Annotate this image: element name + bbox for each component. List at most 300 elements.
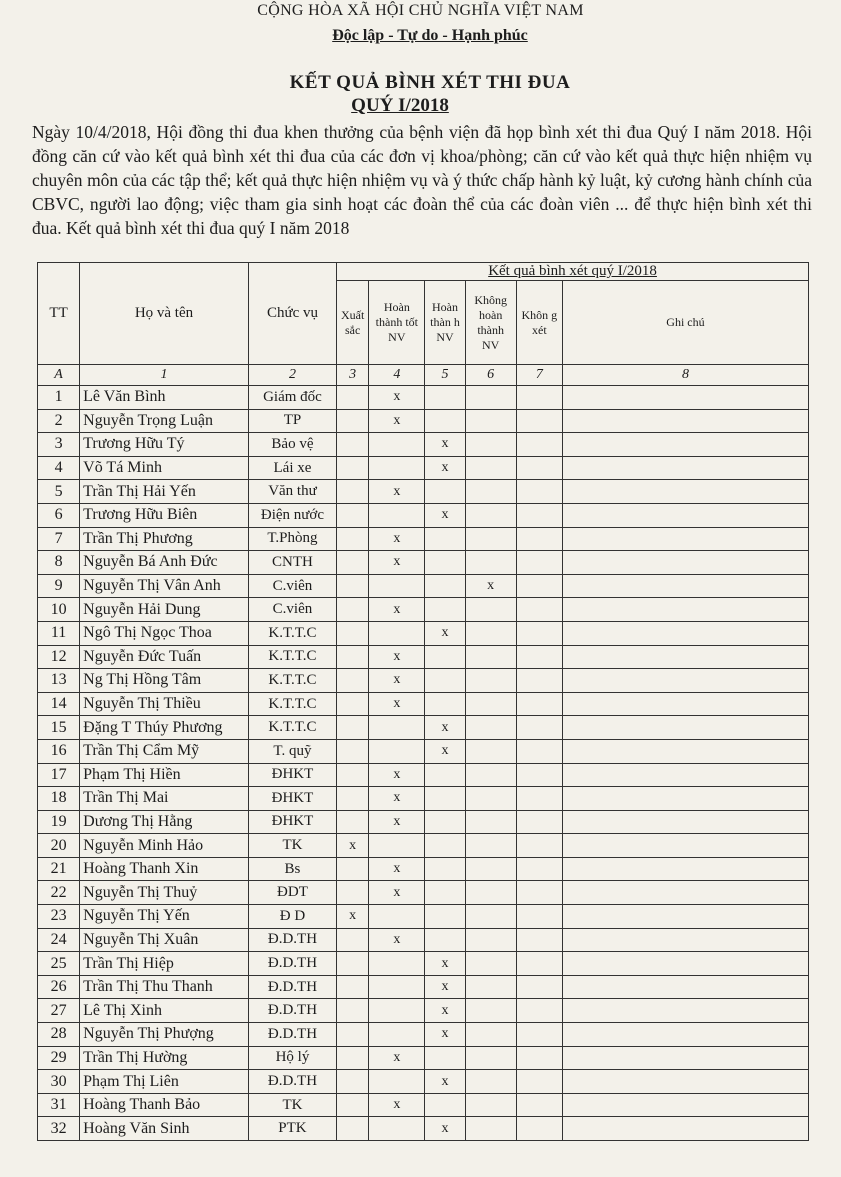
mark-not-rated [516, 1117, 562, 1141]
header-not-rated: Khôn g xét [516, 281, 562, 365]
mark-good [369, 503, 425, 527]
position: Đ.D.TH [248, 999, 336, 1023]
person-name: Nguyễn Bá Anh Đức [80, 551, 249, 575]
mark-not-rated [516, 857, 562, 881]
note-cell [562, 1093, 808, 1117]
note-cell [562, 1117, 808, 1141]
position: Bảo vệ [248, 433, 336, 457]
position: T.Phòng [248, 527, 336, 551]
note-cell [562, 810, 808, 834]
mark-incomplete [465, 503, 516, 527]
note-cell [562, 527, 808, 551]
mark-complete: x [425, 1117, 465, 1141]
mark-good: x [369, 409, 425, 433]
mark-complete [425, 905, 465, 929]
mark-not-rated [516, 386, 562, 410]
mark-incomplete [465, 763, 516, 787]
mark-complete [425, 1046, 465, 1070]
mark-excellent [337, 574, 369, 598]
table-row [38, 669, 809, 693]
person-name: Trần Thị Cẩm Mỹ [80, 739, 249, 763]
position: Hộ lý [248, 1046, 336, 1070]
mark-incomplete [465, 621, 516, 645]
index-cell: 3 [337, 365, 369, 386]
person-name: Trần Thị Hiệp [80, 952, 249, 976]
mark-good [369, 621, 425, 645]
position: T. quỹ [248, 739, 336, 763]
table-row [38, 409, 809, 433]
mark-complete [425, 645, 465, 669]
row-number: 23 [38, 905, 80, 929]
table-body [38, 386, 809, 1141]
header-complete: Hoàn thàn h NV [425, 281, 465, 365]
row-number: 14 [38, 692, 80, 716]
mark-incomplete [465, 692, 516, 716]
person-name: Đặng T Thúy Phương [80, 716, 249, 740]
position: CNTH [248, 551, 336, 575]
row-number: 2 [38, 409, 80, 433]
mark-good: x [369, 692, 425, 716]
table-row [38, 480, 809, 504]
mark-incomplete [465, 834, 516, 858]
mark-good [369, 433, 425, 457]
table-row [38, 928, 809, 952]
row-number: 20 [38, 834, 80, 858]
mark-complete: x [425, 621, 465, 645]
mark-excellent [337, 810, 369, 834]
mark-good [369, 975, 425, 999]
mark-excellent [337, 386, 369, 410]
mark-good: x [369, 881, 425, 905]
note-cell [562, 456, 808, 480]
position: ĐHKT [248, 810, 336, 834]
mark-good: x [369, 763, 425, 787]
results-table [37, 262, 809, 1141]
note-cell [562, 386, 808, 410]
position: K.T.T.C [248, 692, 336, 716]
note-cell [562, 787, 808, 811]
mark-incomplete [465, 952, 516, 976]
position: C.viên [248, 598, 336, 622]
header-incomplete: Không hoàn thành NV [465, 281, 516, 365]
position: Điện nước [248, 503, 336, 527]
table-row [38, 1070, 809, 1094]
table-row [38, 975, 809, 999]
mark-not-rated [516, 433, 562, 457]
person-name: Phạm Thị Liên [80, 1070, 249, 1094]
table-row [38, 527, 809, 551]
person-name: Nguyễn Hải Dung [80, 598, 249, 622]
mark-not-rated [516, 834, 562, 858]
mark-good [369, 456, 425, 480]
intro-paragraph: Ngày 10/4/2018, Hội đồng thi đua khen thưởng của bệnh viện đã họp bình xét thi đua Quý I năm 2018. Hội đồng căn cứ vào kết quả bình xét thi đua của các đơn vị khoa/phòng; căn cứ vào kết quả thực hiện nhiệm vụ chuyên môn của các tập thể; kết quả thực hiện nhiệm vụ và ý thức chấp hành kỷ luật, kỷ cương hành chính của CBVC, người lao động; việc tham gia sinh hoạt các đoàn thể của các đoàn viên ... để thực hiện bình xét thi đua. Kết quả bình xét thi đua quý I năm 2018 [32, 122, 812, 238]
mark-good: x [369, 669, 425, 693]
header-tt: TT [38, 263, 80, 365]
table-row [38, 881, 809, 905]
document-subtitle: QUÝ I/2018 [351, 95, 449, 116]
position: C.viên [248, 574, 336, 598]
note-cell [562, 834, 808, 858]
mark-complete [425, 480, 465, 504]
mark-complete [425, 787, 465, 811]
table-row [38, 999, 809, 1023]
position: TP [248, 409, 336, 433]
mark-excellent [337, 763, 369, 787]
mark-incomplete [465, 645, 516, 669]
mark-incomplete [465, 1070, 516, 1094]
mark-complete [425, 881, 465, 905]
note-cell [562, 857, 808, 881]
mark-excellent [337, 1070, 369, 1094]
mark-not-rated [516, 456, 562, 480]
index-cell: 6 [465, 365, 516, 386]
row-number: 11 [38, 621, 80, 645]
position: K.T.T.C [248, 621, 336, 645]
note-cell [562, 574, 808, 598]
person-name: Nguyễn Đức Tuấn [80, 645, 249, 669]
row-number: 25 [38, 952, 80, 976]
header-excellent: Xuất sắc [337, 281, 369, 365]
mark-not-rated [516, 551, 562, 575]
row-number: 1 [38, 386, 80, 410]
table-row [38, 1023, 809, 1047]
position: TK [248, 834, 336, 858]
table-row [38, 433, 809, 457]
table-row [38, 386, 809, 410]
mark-incomplete [465, 527, 516, 551]
header-good: Hoàn thành tốt NV [369, 281, 425, 365]
position: K.T.T.C [248, 645, 336, 669]
mark-incomplete [465, 999, 516, 1023]
person-name: Nguyễn Thị Vân Anh [80, 574, 249, 598]
row-number: 27 [38, 999, 80, 1023]
row-number: 21 [38, 857, 80, 881]
row-number: 26 [38, 975, 80, 999]
table-row [38, 905, 809, 929]
note-cell [562, 1070, 808, 1094]
note-cell [562, 975, 808, 999]
mark-complete [425, 692, 465, 716]
note-cell [562, 1046, 808, 1070]
person-name: Trương Hữu Tý [80, 433, 249, 457]
person-name: Dương Thị Hằng [80, 810, 249, 834]
index-cell: 8 [562, 365, 808, 386]
mark-not-rated [516, 928, 562, 952]
table-row [38, 621, 809, 645]
mark-not-rated [516, 739, 562, 763]
row-number: 30 [38, 1070, 80, 1094]
mark-not-rated [516, 527, 562, 551]
document-title: KẾT QUẢ BÌNH XÉT THI ĐUA [289, 72, 571, 93]
row-number: 8 [38, 551, 80, 575]
index-cell: 1 [80, 365, 249, 386]
table-row [38, 716, 809, 740]
table-row [38, 834, 809, 858]
mark-not-rated [516, 1070, 562, 1094]
mark-complete [425, 928, 465, 952]
position: PTK [248, 1117, 336, 1141]
mark-good [369, 1117, 425, 1141]
mark-incomplete [465, 386, 516, 410]
person-name: Phạm Thị Hiền [80, 763, 249, 787]
mark-excellent [337, 739, 369, 763]
mark-not-rated [516, 1046, 562, 1070]
mark-incomplete [465, 857, 516, 881]
table-row [38, 598, 809, 622]
mark-good [369, 739, 425, 763]
table-row [38, 551, 809, 575]
row-number: 16 [38, 739, 80, 763]
mark-not-rated [516, 952, 562, 976]
position: ĐHKT [248, 763, 336, 787]
mark-complete: x [425, 999, 465, 1023]
mark-incomplete [465, 480, 516, 504]
note-cell [562, 409, 808, 433]
mark-incomplete [465, 1023, 516, 1047]
position: Lái xe [248, 456, 336, 480]
note-cell [562, 503, 808, 527]
mark-complete [425, 409, 465, 433]
mark-not-rated [516, 975, 562, 999]
mark-complete [425, 386, 465, 410]
header-note: Ghi chú [562, 281, 808, 365]
mark-complete [425, 551, 465, 575]
person-name: Trần Thị Phương [80, 527, 249, 551]
mark-complete [425, 574, 465, 598]
mark-good [369, 834, 425, 858]
motto-header: Độc lập - Tự do - Hạnh phúc [332, 27, 528, 44]
mark-incomplete [465, 810, 516, 834]
mark-not-rated [516, 480, 562, 504]
row-number: 29 [38, 1046, 80, 1070]
mark-excellent [337, 433, 369, 457]
mark-excellent [337, 621, 369, 645]
mark-excellent [337, 645, 369, 669]
mark-excellent [337, 787, 369, 811]
row-number: 4 [38, 456, 80, 480]
mark-not-rated [516, 1023, 562, 1047]
mark-excellent [337, 952, 369, 976]
person-name: Nguyễn Minh Hảo [80, 834, 249, 858]
mark-excellent [337, 409, 369, 433]
table-row [38, 739, 809, 763]
mark-good: x [369, 857, 425, 881]
mark-incomplete [465, 716, 516, 740]
mark-incomplete [465, 975, 516, 999]
mark-complete [425, 763, 465, 787]
position: Văn thư [248, 480, 336, 504]
person-name: Nguyễn Thị Yến [80, 905, 249, 929]
table-row [38, 952, 809, 976]
position: Đ.D.TH [248, 1023, 336, 1047]
mark-not-rated [516, 810, 562, 834]
mark-complete: x [425, 716, 465, 740]
person-name: Ng Thị Hồng Tâm [80, 669, 249, 693]
mark-excellent [337, 1093, 369, 1117]
mark-complete: x [425, 975, 465, 999]
row-number: 15 [38, 716, 80, 740]
position: Bs [248, 857, 336, 881]
mark-not-rated [516, 905, 562, 929]
header-name: Họ và tên [80, 263, 249, 365]
note-cell [562, 645, 808, 669]
mark-complete [425, 857, 465, 881]
note-cell [562, 739, 808, 763]
mark-good: x [369, 386, 425, 410]
index-cell: 2 [248, 365, 336, 386]
row-number: 10 [38, 598, 80, 622]
table-row [38, 692, 809, 716]
position: Đ.D.TH [248, 952, 336, 976]
mark-not-rated [516, 716, 562, 740]
note-cell [562, 905, 808, 929]
position: ĐDT [248, 881, 336, 905]
person-name: Ngô Thị Ngọc Thoa [80, 621, 249, 645]
row-number: 9 [38, 574, 80, 598]
mark-excellent [337, 551, 369, 575]
header-role: Chức vụ [248, 263, 336, 365]
mark-incomplete [465, 1117, 516, 1141]
mark-not-rated [516, 598, 562, 622]
mark-incomplete [465, 669, 516, 693]
mark-not-rated [516, 692, 562, 716]
person-name: Trương Hữu Biên [80, 503, 249, 527]
table-row [38, 456, 809, 480]
row-number: 19 [38, 810, 80, 834]
mark-incomplete [465, 739, 516, 763]
mark-excellent [337, 598, 369, 622]
table-row [38, 763, 809, 787]
person-name: Trần Thị Hải Yến [80, 480, 249, 504]
person-name: Trần Thị Thu Thanh [80, 975, 249, 999]
mark-good: x [369, 1093, 425, 1117]
index-cell: 5 [425, 365, 465, 386]
mark-excellent: x [337, 905, 369, 929]
mark-complete [425, 834, 465, 858]
mark-complete: x [425, 503, 465, 527]
row-number: 3 [38, 433, 80, 457]
mark-incomplete [465, 1046, 516, 1070]
mark-good: x [369, 1046, 425, 1070]
note-cell [562, 433, 808, 457]
position: TK [248, 1093, 336, 1117]
mark-not-rated [516, 409, 562, 433]
row-number: 17 [38, 763, 80, 787]
table-row [38, 857, 809, 881]
table-row [38, 574, 809, 598]
mark-incomplete [465, 456, 516, 480]
mark-excellent [337, 975, 369, 999]
person-name: Trần Thị Mai [80, 787, 249, 811]
mark-complete [425, 669, 465, 693]
row-number: 12 [38, 645, 80, 669]
header-result-group: Kết quả bình xét quý I/2018 [337, 263, 809, 281]
index-cell: A [38, 365, 80, 386]
note-cell [562, 669, 808, 693]
row-number: 13 [38, 669, 80, 693]
table-row [38, 1117, 809, 1141]
row-number: 31 [38, 1093, 80, 1117]
mark-not-rated [516, 503, 562, 527]
mark-excellent [337, 857, 369, 881]
mark-complete [425, 810, 465, 834]
person-name: Nguyễn Thị Thiều [80, 692, 249, 716]
person-name: Trần Thị Hường [80, 1046, 249, 1070]
person-name: Hoàng Văn Sinh [80, 1117, 249, 1141]
row-number: 18 [38, 787, 80, 811]
person-name: Lê Thị Xinh [80, 999, 249, 1023]
table-row [38, 1093, 809, 1117]
row-number: 6 [38, 503, 80, 527]
mark-incomplete [465, 881, 516, 905]
mark-incomplete [465, 928, 516, 952]
mark-complete: x [425, 739, 465, 763]
country-header: CỘNG HÒA XÃ HỘI CHỦ NGHĨA VIỆT NAM [257, 2, 584, 19]
table-row [38, 1046, 809, 1070]
row-number: 28 [38, 1023, 80, 1047]
person-name: Nguyễn Trọng Luận [80, 409, 249, 433]
mark-complete: x [425, 1070, 465, 1094]
mark-good: x [369, 527, 425, 551]
note-cell [562, 598, 808, 622]
mark-complete: x [425, 952, 465, 976]
position: Đ.D.TH [248, 1070, 336, 1094]
mark-not-rated [516, 881, 562, 905]
mark-not-rated [516, 621, 562, 645]
mark-complete [425, 1093, 465, 1117]
mark-good [369, 999, 425, 1023]
person-name: Võ Tá Minh [80, 456, 249, 480]
position: K.T.T.C [248, 669, 336, 693]
mark-excellent [337, 1117, 369, 1141]
mark-excellent [337, 881, 369, 905]
index-cell: 7 [516, 365, 562, 386]
note-cell [562, 621, 808, 645]
note-cell [562, 928, 808, 952]
table-row [38, 645, 809, 669]
mark-good [369, 574, 425, 598]
mark-incomplete [465, 787, 516, 811]
column-index-row [38, 365, 809, 386]
mark-not-rated [516, 1093, 562, 1117]
mark-not-rated [516, 645, 562, 669]
mark-good: x [369, 598, 425, 622]
note-cell [562, 551, 808, 575]
mark-complete [425, 598, 465, 622]
position: Giám đốc [248, 386, 336, 410]
mark-incomplete [465, 433, 516, 457]
table-row [38, 503, 809, 527]
position: K.T.T.C [248, 716, 336, 740]
row-number: 5 [38, 480, 80, 504]
person-name: Hoàng Thanh Bảo [80, 1093, 249, 1117]
mark-excellent [337, 669, 369, 693]
mark-excellent [337, 456, 369, 480]
note-cell [562, 952, 808, 976]
mark-incomplete [465, 1093, 516, 1117]
mark-good: x [369, 928, 425, 952]
mark-excellent: x [337, 834, 369, 858]
note-cell [562, 1023, 808, 1047]
mark-good [369, 905, 425, 929]
mark-incomplete [465, 598, 516, 622]
row-number: 32 [38, 1117, 80, 1141]
note-cell [562, 763, 808, 787]
mark-good [369, 1023, 425, 1047]
person-name: Nguyễn Thị Thuỷ [80, 881, 249, 905]
position: Đ.D.TH [248, 928, 336, 952]
mark-good: x [369, 480, 425, 504]
